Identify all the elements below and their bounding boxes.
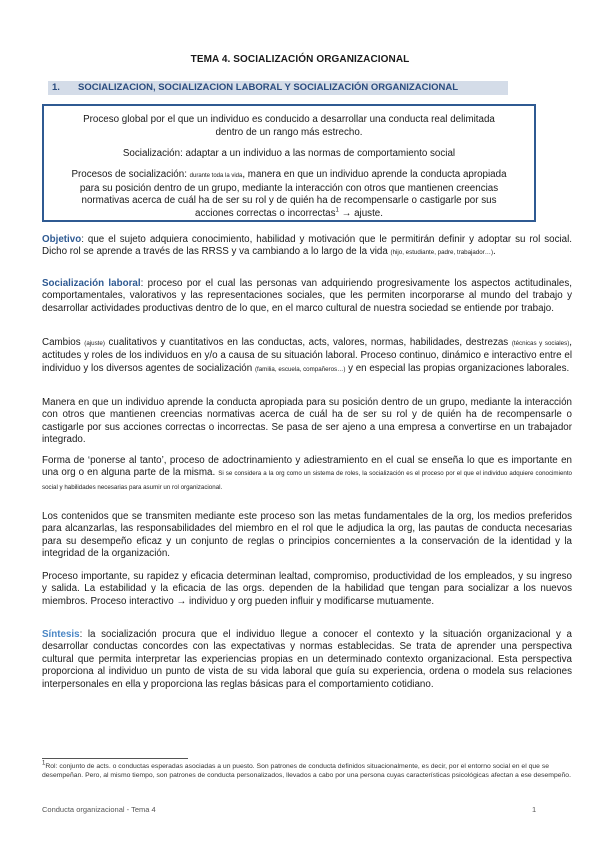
definition-box — [42, 104, 536, 222]
objetivo-small: (hijo, estudiante, padre, trabajador…) — [390, 249, 494, 257]
cambios-small-1: (ajuste) — [84, 340, 105, 347]
cambios-small-2: (técnicas y sociales) — [511, 340, 570, 347]
footnote-marker: 1 — [42, 760, 46, 767]
objetivo-end: . — [493, 246, 496, 258]
footnote-text: Rol: conjunto de acts. o conductas esperadas asociadas a un puesto. Son patrones de conducta definidos situacionalmente, es decir, por el entorno social en el que se desempeñan. Pero, al mismo tiempo, son patrones de conducta personalizados, llevados a cabo por una persona cuyas características psicológicas afectan a ese desempeño. — [42, 763, 571, 780]
box-procesos-small: durante toda la vida — [189, 173, 243, 179]
section-number: 1. — [52, 82, 60, 93]
keyword-objetivo: Objetivo — [42, 234, 82, 245]
page-title: TEMA 4. SOCIALIZACIÓN ORGANIZACIONAL — [190, 54, 410, 65]
cambios-text-b: cualitativos y cuantitativos en las conductas, acts, valores, normas, habilidades, destrezas — [104, 337, 512, 348]
paragraph-contenidos: Los contenidos que se transmiten mediante este proceso son las metas fundamentales de la org, los medios preferidos para alcanzarlas, las responsabilidades del miembro en el rol que le adjudica la org, las pautas de conducta necesarias para su desempeño eficaz y un conjunto de reglas o principios concernientes a la conservación de la identidad y la integridad de la organización. — [42, 511, 572, 560]
cambios-small-3: (familia, escuela, compañeros…) — [254, 365, 346, 373]
cambios-text-d: y en especial las propias organizaciones laborales. — [345, 362, 570, 374]
forma-small: Si se considera a la org como un sistema de roles, la socialización es el proceso por el que el individuo adquiere conocimiento social y habilidades necesarias para asumir un rol organizacional. — [42, 470, 573, 491]
sintesis-text: : la socialización procura que el individuo llegue a conocer el contexto y la situación organizacional y a desarrollar conductas concordes con las expectativas y normas establecidas. Se trata de aprender una perspectiva cultural que permita interpretar las experiencias propias en un determinado contexto organizacional. Esta perspectiva proporciona al individuo un punto de vista de su vida laboral que guía su experiencia, ordena o modela sus relaciones interpersonales en ella y proporciona las reglas básicas para el comportamiento cotidiano. — [42, 629, 572, 690]
section-heading — [52, 82, 458, 93]
box-paragraph-socializacion: Socialización: adaptar a un individuo a las normas de comportamiento social — [122, 148, 456, 159]
footnote-ref[interactable]: 1 — [335, 207, 339, 214]
box-procesos-text-2: , manera en que un individuo aprende la conducta apropiada para su posición dentro de un grupo, mediante la interacción con otros que mantienen creencias normativas acerca de cuál ha de ser su rol y de quién ha de recompensarle o castigarle por sus acciones correctas o incorrectas — [79, 169, 507, 219]
forma-text: Forma de ‘ponerse al tanto’, proceso de adoctrinamiento y adiestramiento en el cual se enseña lo que es importante en una org o en alguna parte de la misma. — [42, 455, 572, 479]
cambios-text-c: , actitudes y roles de los individuos en y/o a causa de su situación laboral. Proceso continuo, dinámico e interactivo entre el individuo y los diversos agentes de socialización — [42, 337, 572, 374]
footnote-divider — [42, 758, 188, 759]
box-paragraph-procesos — [62, 169, 516, 220]
paragraph-forma — [42, 455, 572, 494]
box-paragraph-global: Proceso global por el que un individuo es conducido a desarrollar una conducta real delimitada dentro de un rango más estrecho. — [83, 114, 495, 138]
page-number: 1 — [532, 805, 537, 814]
footer-course-label: Conducta organizacional - Tema 4 — [42, 805, 156, 814]
box-procesos-text: Procesos de socialización: — [71, 169, 190, 180]
keyword-socializacion-laboral: Socialización laboral — [42, 278, 141, 289]
paragraph-objetivo — [42, 234, 572, 260]
paragraph-socializacion-laboral — [42, 278, 572, 315]
laboral-text: : proceso por el cual las personas van adquiriendo progresivamente los aspectos actitudinales, comportamentales, valorativos y las representaciones sociales, que les permiten incorporarse al mundo del trabajo y desarrollar actividades productivas dentro de lo que, en el marco cultural de nuestra sociedad se entiende por trabajo. — [42, 278, 572, 314]
box-procesos-text-3: → ajuste. — [338, 207, 383, 219]
footnote — [42, 762, 574, 780]
objetivo-text: : que el sujeto adquiera conocimiento, habilidad y motivación que le permitirán definir y adoptar su rol social. Dicho rol se aprende a través de las RRSS y va cambiando a lo largo de la vida — [42, 234, 572, 258]
paragraph-manera: Manera en que un individuo aprende la conducta apropiada para su posición dentro de un grupo, mediante la interacción con otros que mantienen creencias normativas acerca de cuál ha de ser su rol y de quién ha de recompensarle o castigarle por sus acciones correctas o incorrectas. Se pasa de ser ajeno a una empresa a convertirse en un trabajador integrado. — [42, 397, 572, 446]
paragraph-sintesis — [42, 629, 572, 691]
section-heading-text: SOCIALIZACION, SOCIALIZACION LABORAL Y SOCIALIZACIÓN ORGANIZACIONAL — [78, 82, 458, 93]
cambios-text-a: Cambios — [42, 337, 85, 348]
keyword-sintesis: Síntesis — [42, 629, 80, 640]
paragraph-cambios — [42, 337, 572, 376]
paragraph-proceso: Proceso importante, su rapidez y eficacia determinan lealtad, compromiso, productividad de los empleados, y su ingreso y salida. La estabilidad y la eficacia de las orgs. dependen de la habilidad que tengan para socializar a los nuevos miembros. Proceso interactivo → individuo y org pueden influir y modificarse mutuamente. — [42, 571, 572, 607]
